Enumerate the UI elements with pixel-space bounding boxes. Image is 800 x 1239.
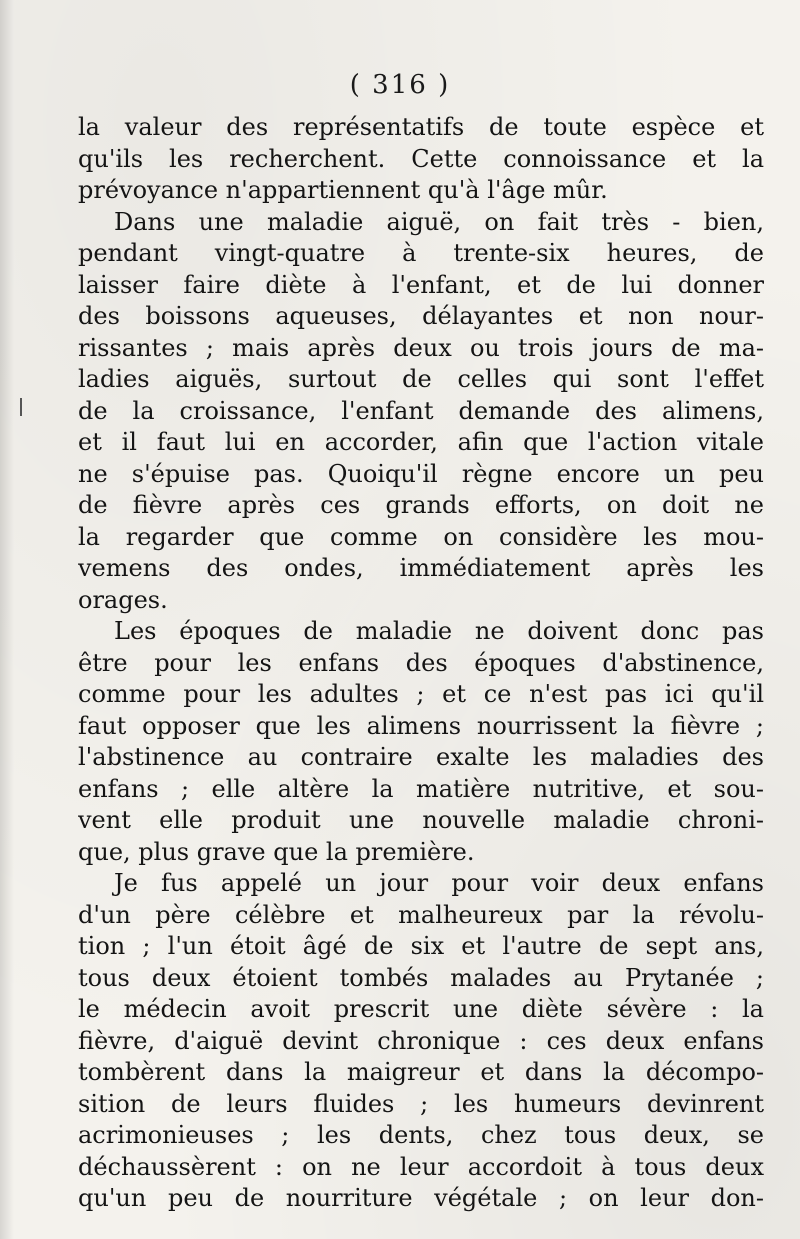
text-line: être pour les enfans des époques d'abstinence, bbox=[78, 648, 764, 677]
text-line: Dans une maladie aiguë, on fait très - bien, bbox=[114, 207, 764, 236]
text-line: faut opposer que les alimens nourrissent la fièvre ; bbox=[78, 711, 764, 740]
text-line: enfans ; elle altère la matière nutritive, et sou- bbox=[78, 774, 764, 803]
text-line: tous deux étoient tombés malades au Prytanée ; bbox=[78, 963, 764, 992]
text-line: de la croissance, l'enfant demande des alimens, bbox=[78, 396, 764, 425]
text-line: pendant vingt-quatre à trente-six heures, de bbox=[78, 239, 764, 267]
text-line: comme pour les adultes ; et ce n'est pas ici qu'il bbox=[78, 680, 764, 708]
text-line: vent elle produit une nouvelle maladie chroni- bbox=[78, 806, 764, 834]
text-line: déchaussèrent : on ne leur accordoit à tous deux bbox=[78, 1152, 764, 1181]
text-line: et il faut lui en accorder, afin que l'action vitale bbox=[78, 428, 764, 456]
text-line: sition de leurs fluides ; les humeurs devinrent bbox=[78, 1089, 764, 1118]
text-line: Les époques de maladie ne doivent donc pas bbox=[114, 617, 764, 645]
text-line: la regarder que comme on considère les mou- bbox=[78, 522, 764, 551]
text-line: que, plus grave que la première. bbox=[78, 837, 475, 866]
text-line: tion ; l'un étoit âgé de six et l'autre de sept ans, bbox=[78, 932, 764, 960]
page-number: ( 316 ) bbox=[349, 70, 451, 100]
margin-mark bbox=[20, 398, 22, 416]
text-line: qu'ils les recherchent. Cette connoissance et la bbox=[78, 144, 764, 173]
text-line: qu'un peu de nourriture végétale ; on leur don- bbox=[78, 1184, 764, 1212]
text-line: ladies aiguës, surtout de celles qui sont l'effet bbox=[78, 365, 764, 393]
text-line: de fièvre après ces grands efforts, on doit ne bbox=[78, 491, 764, 519]
text-line: le médecin avoit prescrit une diète sévère : la bbox=[78, 995, 764, 1023]
text-line: laisser faire diète à l'enfant, et de lui donner bbox=[78, 270, 764, 299]
text-line: d'un père célèbre et malheureux par la révolu- bbox=[78, 900, 764, 929]
text-line: Je fus appelé un jour pour voir deux enfans bbox=[114, 869, 764, 897]
text-line: ne s'épuise pas. Quoiqu'il règne encore un peu bbox=[78, 459, 764, 488]
text-line: l'abstinence au contraire exalte les maladies des bbox=[78, 743, 764, 771]
text-line: orages. bbox=[78, 585, 168, 614]
text-line: des boissons aqueuses, délayantes et non nour- bbox=[78, 302, 764, 330]
text-line: la valeur des représentatifs de toute espèce et bbox=[78, 113, 764, 141]
text-line: prévoyance n'appartiennent qu'à l'âge mûr. bbox=[78, 176, 608, 204]
text-line: fièvre, d'aiguë devint chronique : ces deux enfans bbox=[78, 1026, 764, 1055]
text-line: tombèrent dans la maigreur et dans la décompo- bbox=[78, 1058, 764, 1086]
body-text bbox=[78, 112, 764, 1215]
text-line: rissantes ; mais après deux ou trois jours de ma- bbox=[78, 333, 764, 362]
page-gutter-shadow bbox=[0, 0, 14, 1239]
text-line: acrimonieuses ; les dents, chez tous deux, se bbox=[78, 1121, 764, 1149]
text-line: vemens des ondes, immédiatement après les bbox=[78, 554, 764, 582]
